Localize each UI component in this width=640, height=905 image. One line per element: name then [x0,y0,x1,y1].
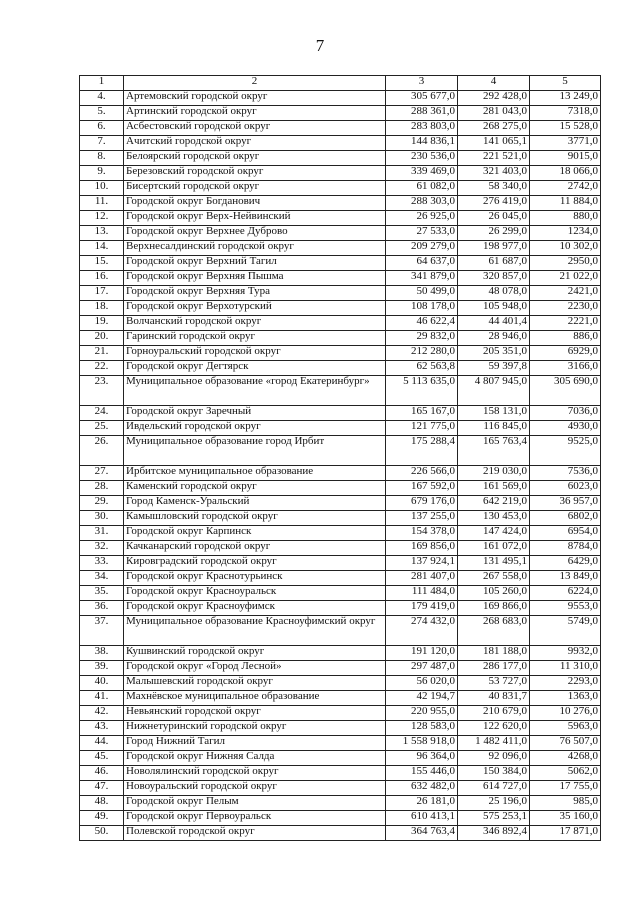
row-number-cell: 14. [80,241,124,256]
value-col3-cell: 341 879,0 [386,271,458,286]
value-col3-cell: 191 120,0 [386,646,458,661]
row-number-cell: 22. [80,361,124,376]
municipality-name-cell: Бисертский городской округ [124,181,386,196]
table-row [80,781,601,796]
table-row [80,586,601,601]
value-col4-cell: 4 807 945,0 [458,376,530,406]
value-col4-cell: 268 275,0 [458,121,530,136]
value-col5-cell: 21 022,0 [530,271,601,286]
value-col5-cell: 4268,0 [530,751,601,766]
column-header: 1 [80,76,124,91]
value-col3-cell: 230 536,0 [386,151,458,166]
municipality-name-cell: Городской округ Краснотурьинск [124,571,386,586]
row-number-cell: 28. [80,481,124,496]
value-col3-cell: 111 484,0 [386,586,458,601]
row-number-cell: 17. [80,286,124,301]
value-col5-cell: 36 957,0 [530,496,601,511]
table-row [80,706,601,721]
row-number-cell: 27. [80,466,124,481]
municipality-name-cell: Муниципальное образование Красноуфимский округ [124,616,386,646]
value-col4-cell: 165 763,4 [458,436,530,466]
table-row [80,691,601,706]
value-col4-cell: 141 065,1 [458,136,530,151]
value-col3-cell: 288 303,0 [386,196,458,211]
table-row [80,481,601,496]
row-number-cell: 12. [80,211,124,226]
value-col5-cell: 2950,0 [530,256,601,271]
municipality-name-cell: Малышевский городской округ [124,676,386,691]
value-col5-cell: 5963,0 [530,721,601,736]
value-col4-cell: 130 453,0 [458,511,530,526]
value-col4-cell: 122 620,0 [458,721,530,736]
municipality-name-cell: Новолялинский городской округ [124,766,386,781]
value-col5-cell: 5062,0 [530,766,601,781]
value-col4-cell: 169 866,0 [458,601,530,616]
table-row [80,796,601,811]
value-col3-cell: 26 181,0 [386,796,458,811]
column-header: 5 [530,76,601,91]
table-row [80,466,601,481]
row-number-cell: 19. [80,316,124,331]
row-number-cell: 46. [80,766,124,781]
value-col5-cell: 6802,0 [530,511,601,526]
value-col5-cell: 3166,0 [530,361,601,376]
row-number-cell: 32. [80,541,124,556]
municipality-name-cell: Горноуральский городской округ [124,346,386,361]
value-col3-cell: 610 413,1 [386,811,458,826]
value-col3-cell: 42 194,7 [386,691,458,706]
column-header: 3 [386,76,458,91]
value-col5-cell: 5749,0 [530,616,601,646]
table-row [80,406,601,421]
row-number-cell: 13. [80,226,124,241]
row-number-cell: 35. [80,586,124,601]
value-col4-cell: 642 219,0 [458,496,530,511]
table-row [80,376,601,406]
value-col3-cell: 61 082,0 [386,181,458,196]
value-col4-cell: 614 727,0 [458,781,530,796]
value-col3-cell: 155 446,0 [386,766,458,781]
row-number-cell: 47. [80,781,124,796]
value-col3-cell: 632 482,0 [386,781,458,796]
value-col5-cell: 9932,0 [530,646,601,661]
municipality-name-cell: Кировградский городской округ [124,556,386,571]
value-col3-cell: 165 167,0 [386,406,458,421]
row-number-cell: 16. [80,271,124,286]
value-col3-cell: 339 469,0 [386,166,458,181]
value-col5-cell: 2293,0 [530,676,601,691]
value-col5-cell: 2221,0 [530,316,601,331]
value-col5-cell: 9015,0 [530,151,601,166]
table-row [80,436,601,466]
value-col4-cell: 276 419,0 [458,196,530,211]
value-col4-cell: 210 679,0 [458,706,530,721]
municipality-name-cell: Городской округ Верх-Нейвинский [124,211,386,226]
value-col5-cell: 10 276,0 [530,706,601,721]
value-col3-cell: 212 280,0 [386,346,458,361]
value-col5-cell: 6929,0 [530,346,601,361]
value-col5-cell: 7036,0 [530,406,601,421]
municipality-name-cell: Город Нижний Тагил [124,736,386,751]
value-col3-cell: 137 924,1 [386,556,458,571]
table-row [80,286,601,301]
value-col4-cell: 25 196,0 [458,796,530,811]
row-number-cell: 50. [80,826,124,841]
value-col3-cell: 137 255,0 [386,511,458,526]
municipality-name-cell: Городской округ Карпинск [124,526,386,541]
value-col5-cell: 2742,0 [530,181,601,196]
municipality-name-cell: Ирбитское муниципальное образование [124,466,386,481]
row-number-cell: 39. [80,661,124,676]
value-col4-cell: 131 495,1 [458,556,530,571]
value-col4-cell: 161 569,0 [458,481,530,496]
value-col4-cell: 267 558,0 [458,571,530,586]
municipality-name-cell: Гаринский городской округ [124,331,386,346]
value-col5-cell: 4930,0 [530,421,601,436]
table-row [80,181,601,196]
municipality-name-cell: Верхнесалдинский городской округ [124,241,386,256]
value-col5-cell: 2230,0 [530,301,601,316]
value-col3-cell: 121 775,0 [386,421,458,436]
municipality-name-cell: Камышловский городской округ [124,511,386,526]
value-col3-cell: 226 566,0 [386,466,458,481]
value-col5-cell: 11 310,0 [530,661,601,676]
value-col5-cell: 17 871,0 [530,826,601,841]
municipality-name-cell: Полевской городской округ [124,826,386,841]
row-number-cell: 37. [80,616,124,646]
table-row [80,331,601,346]
municipality-name-cell: Городской округ Верхнее Дуброво [124,226,386,241]
value-col3-cell: 169 856,0 [386,541,458,556]
row-number-cell: 6. [80,121,124,136]
value-col5-cell: 9553,0 [530,601,601,616]
municipality-name-cell: Городской округ Верхняя Тура [124,286,386,301]
value-col4-cell: 53 727,0 [458,676,530,691]
value-col4-cell: 320 857,0 [458,271,530,286]
value-col3-cell: 46 622,4 [386,316,458,331]
table-row [80,676,601,691]
row-number-cell: 34. [80,571,124,586]
row-number-cell: 23. [80,376,124,406]
municipality-name-cell: Городской округ «Город Лесной» [124,661,386,676]
table-header-row [80,76,601,91]
row-number-cell: 45. [80,751,124,766]
page-number: 7 [315,36,325,55]
value-col3-cell: 50 499,0 [386,286,458,301]
value-col5-cell: 9525,0 [530,436,601,466]
value-col3-cell: 364 763,4 [386,826,458,841]
municipality-name-cell: Городской округ Нижняя Салда [124,751,386,766]
table-row [80,91,601,106]
municipality-name-cell: Городской округ Заречный [124,406,386,421]
value-col5-cell: 76 507,0 [530,736,601,751]
row-number-cell: 38. [80,646,124,661]
value-col5-cell: 17 755,0 [530,781,601,796]
municipality-name-cell: Муниципальное образование «город Екатеринбург» [124,376,386,406]
municipality-name-cell: Артемовский городской округ [124,91,386,106]
value-col4-cell: 158 131,0 [458,406,530,421]
value-col4-cell: 26 299,0 [458,226,530,241]
value-col3-cell: 29 832,0 [386,331,458,346]
value-col5-cell: 10 302,0 [530,241,601,256]
value-col3-cell: 679 176,0 [386,496,458,511]
value-col3-cell: 281 407,0 [386,571,458,586]
value-col5-cell: 3771,0 [530,136,601,151]
value-col4-cell: 292 428,0 [458,91,530,106]
table-row [80,346,601,361]
table-row [80,736,601,751]
value-col4-cell: 219 030,0 [458,466,530,481]
column-header: 4 [458,76,530,91]
value-col5-cell: 1363,0 [530,691,601,706]
table-row [80,226,601,241]
value-col4-cell: 59 397,8 [458,361,530,376]
value-col4-cell: 321 403,0 [458,166,530,181]
municipality-name-cell: Городской округ Богданович [124,196,386,211]
value-col5-cell: 985,0 [530,796,601,811]
table-row [80,136,601,151]
municipality-name-cell: Березовский городской округ [124,166,386,181]
value-col4-cell: 105 948,0 [458,301,530,316]
table-row [80,121,601,136]
value-col3-cell: 274 432,0 [386,616,458,646]
value-col3-cell: 5 113 635,0 [386,376,458,406]
municipality-name-cell: Белоярский городской округ [124,151,386,166]
municipality-name-cell: Городской округ Пелым [124,796,386,811]
value-col5-cell: 6429,0 [530,556,601,571]
value-col4-cell: 61 687,0 [458,256,530,271]
row-number-cell: 43. [80,721,124,736]
table-row [80,256,601,271]
table-row [80,211,601,226]
row-number-cell: 11. [80,196,124,211]
table-row [80,421,601,436]
table-row [80,616,601,646]
value-col4-cell: 198 977,0 [458,241,530,256]
value-col5-cell: 11 884,0 [530,196,601,211]
value-col4-cell: 268 683,0 [458,616,530,646]
value-col3-cell: 209 279,0 [386,241,458,256]
municipality-name-cell: Городской округ Верхняя Пышма [124,271,386,286]
row-number-cell: 25. [80,421,124,436]
value-col5-cell: 6954,0 [530,526,601,541]
value-col3-cell: 62 563,8 [386,361,458,376]
value-col3-cell: 154 378,0 [386,526,458,541]
row-number-cell: 9. [80,166,124,181]
table-row [80,721,601,736]
table-row [80,766,601,781]
municipality-name-cell: Ивдельский городской округ [124,421,386,436]
value-col4-cell: 161 072,0 [458,541,530,556]
municipality-name-cell: Качканарский городской округ [124,541,386,556]
value-col5-cell: 7318,0 [530,106,601,121]
value-col4-cell: 346 892,4 [458,826,530,841]
row-number-cell: 21. [80,346,124,361]
municipality-name-cell: Новоуральский городской округ [124,781,386,796]
value-col4-cell: 26 045,0 [458,211,530,226]
value-col4-cell: 48 078,0 [458,286,530,301]
value-col5-cell: 18 066,0 [530,166,601,181]
table-row [80,166,601,181]
table-row [80,826,601,841]
table-row [80,151,601,166]
row-number-cell: 5. [80,106,124,121]
table-row [80,751,601,766]
table-body [80,91,601,841]
table-row [80,661,601,676]
row-number-cell: 26. [80,436,124,466]
value-col3-cell: 288 361,0 [386,106,458,121]
value-col3-cell: 27 533,0 [386,226,458,241]
municipality-name-cell: Городской округ Красноуральск [124,586,386,601]
table-row [80,496,601,511]
value-col3-cell: 305 677,0 [386,91,458,106]
value-col4-cell: 150 384,0 [458,766,530,781]
row-number-cell: 7. [80,136,124,151]
municipality-name-cell: Волчанский городской округ [124,316,386,331]
table-row [80,511,601,526]
value-col4-cell: 205 351,0 [458,346,530,361]
row-number-cell: 29. [80,496,124,511]
row-number-cell: 36. [80,601,124,616]
value-col5-cell: 13 849,0 [530,571,601,586]
municipality-name-cell: Муниципальное образование город Ирбит [124,436,386,466]
table-row [80,556,601,571]
row-number-cell: 24. [80,406,124,421]
value-col4-cell: 281 043,0 [458,106,530,121]
value-col3-cell: 179 419,0 [386,601,458,616]
value-col4-cell: 105 260,0 [458,586,530,601]
value-col3-cell: 128 583,0 [386,721,458,736]
value-col3-cell: 108 178,0 [386,301,458,316]
table-row [80,241,601,256]
row-number-cell: 20. [80,331,124,346]
municipality-name-cell: Кушвинский городской округ [124,646,386,661]
row-number-cell: 30. [80,511,124,526]
table-row [80,106,601,121]
value-col5-cell: 15 528,0 [530,121,601,136]
value-col5-cell: 6023,0 [530,481,601,496]
table-row [80,541,601,556]
table-row [80,316,601,331]
value-col5-cell: 1234,0 [530,226,601,241]
value-col5-cell: 7536,0 [530,466,601,481]
table-row [80,571,601,586]
row-number-cell: 44. [80,736,124,751]
value-col4-cell: 575 253,1 [458,811,530,826]
value-col5-cell: 305 690,0 [530,376,601,406]
value-col4-cell: 181 188,0 [458,646,530,661]
value-col4-cell: 40 831,7 [458,691,530,706]
row-number-cell: 49. [80,811,124,826]
value-col3-cell: 220 955,0 [386,706,458,721]
row-number-cell: 42. [80,706,124,721]
value-col5-cell: 6224,0 [530,586,601,601]
municipality-name-cell: Артинский городской округ [124,106,386,121]
table-row [80,196,601,211]
row-number-cell: 10. [80,181,124,196]
value-col4-cell: 1 482 411,0 [458,736,530,751]
value-col4-cell: 92 096,0 [458,751,530,766]
value-col4-cell: 147 424,0 [458,526,530,541]
value-col3-cell: 283 803,0 [386,121,458,136]
value-col5-cell: 880,0 [530,211,601,226]
column-header: 2 [124,76,386,91]
value-col5-cell: 8784,0 [530,541,601,556]
table-row [80,526,601,541]
municipality-name-cell: Асбестовский городской округ [124,121,386,136]
value-col4-cell: 116 845,0 [458,421,530,436]
municipality-name-cell: Городской округ Верхотурский [124,301,386,316]
municipality-name-cell: Городской округ Дегтярск [124,361,386,376]
value-col5-cell: 886,0 [530,331,601,346]
row-number-cell: 48. [80,796,124,811]
municipality-name-cell: Ачитский городской округ [124,136,386,151]
row-number-cell: 31. [80,526,124,541]
value-col3-cell: 56 020,0 [386,676,458,691]
value-col4-cell: 58 340,0 [458,181,530,196]
municipality-name-cell: Городской округ Верхний Тагил [124,256,386,271]
value-col4-cell: 221 521,0 [458,151,530,166]
value-col5-cell: 2421,0 [530,286,601,301]
table-row [80,301,601,316]
municipality-name-cell: Город Каменск-Уральский [124,496,386,511]
value-col3-cell: 64 637,0 [386,256,458,271]
value-col5-cell: 35 160,0 [530,811,601,826]
municipality-name-cell: Городской округ Первоуральск [124,811,386,826]
municipality-name-cell: Каменский городской округ [124,481,386,496]
municipality-name-cell: Городской округ Красноуфимск [124,601,386,616]
value-col4-cell: 44 401,4 [458,316,530,331]
value-col3-cell: 175 288,4 [386,436,458,466]
row-number-cell: 18. [80,301,124,316]
table-row [80,271,601,286]
value-col4-cell: 286 177,0 [458,661,530,676]
municipality-name-cell: Махнёвское муниципальное образование [124,691,386,706]
value-col3-cell: 167 592,0 [386,481,458,496]
value-col3-cell: 297 487,0 [386,661,458,676]
table-row [80,361,601,376]
municipality-name-cell: Нижнетуринский городской округ [124,721,386,736]
value-col3-cell: 96 364,0 [386,751,458,766]
table-row [80,811,601,826]
value-col3-cell: 26 925,0 [386,211,458,226]
row-number-cell: 8. [80,151,124,166]
value-col5-cell: 13 249,0 [530,91,601,106]
table-row [80,601,601,616]
value-col3-cell: 144 836,1 [386,136,458,151]
municipal-budget-table [79,75,601,841]
row-number-cell: 40. [80,676,124,691]
value-col4-cell: 28 946,0 [458,331,530,346]
value-col3-cell: 1 558 918,0 [386,736,458,751]
row-number-cell: 41. [80,691,124,706]
row-number-cell: 33. [80,556,124,571]
row-number-cell: 15. [80,256,124,271]
table-row [80,646,601,661]
municipality-name-cell: Невьянский городской округ [124,706,386,721]
row-number-cell: 4. [80,91,124,106]
